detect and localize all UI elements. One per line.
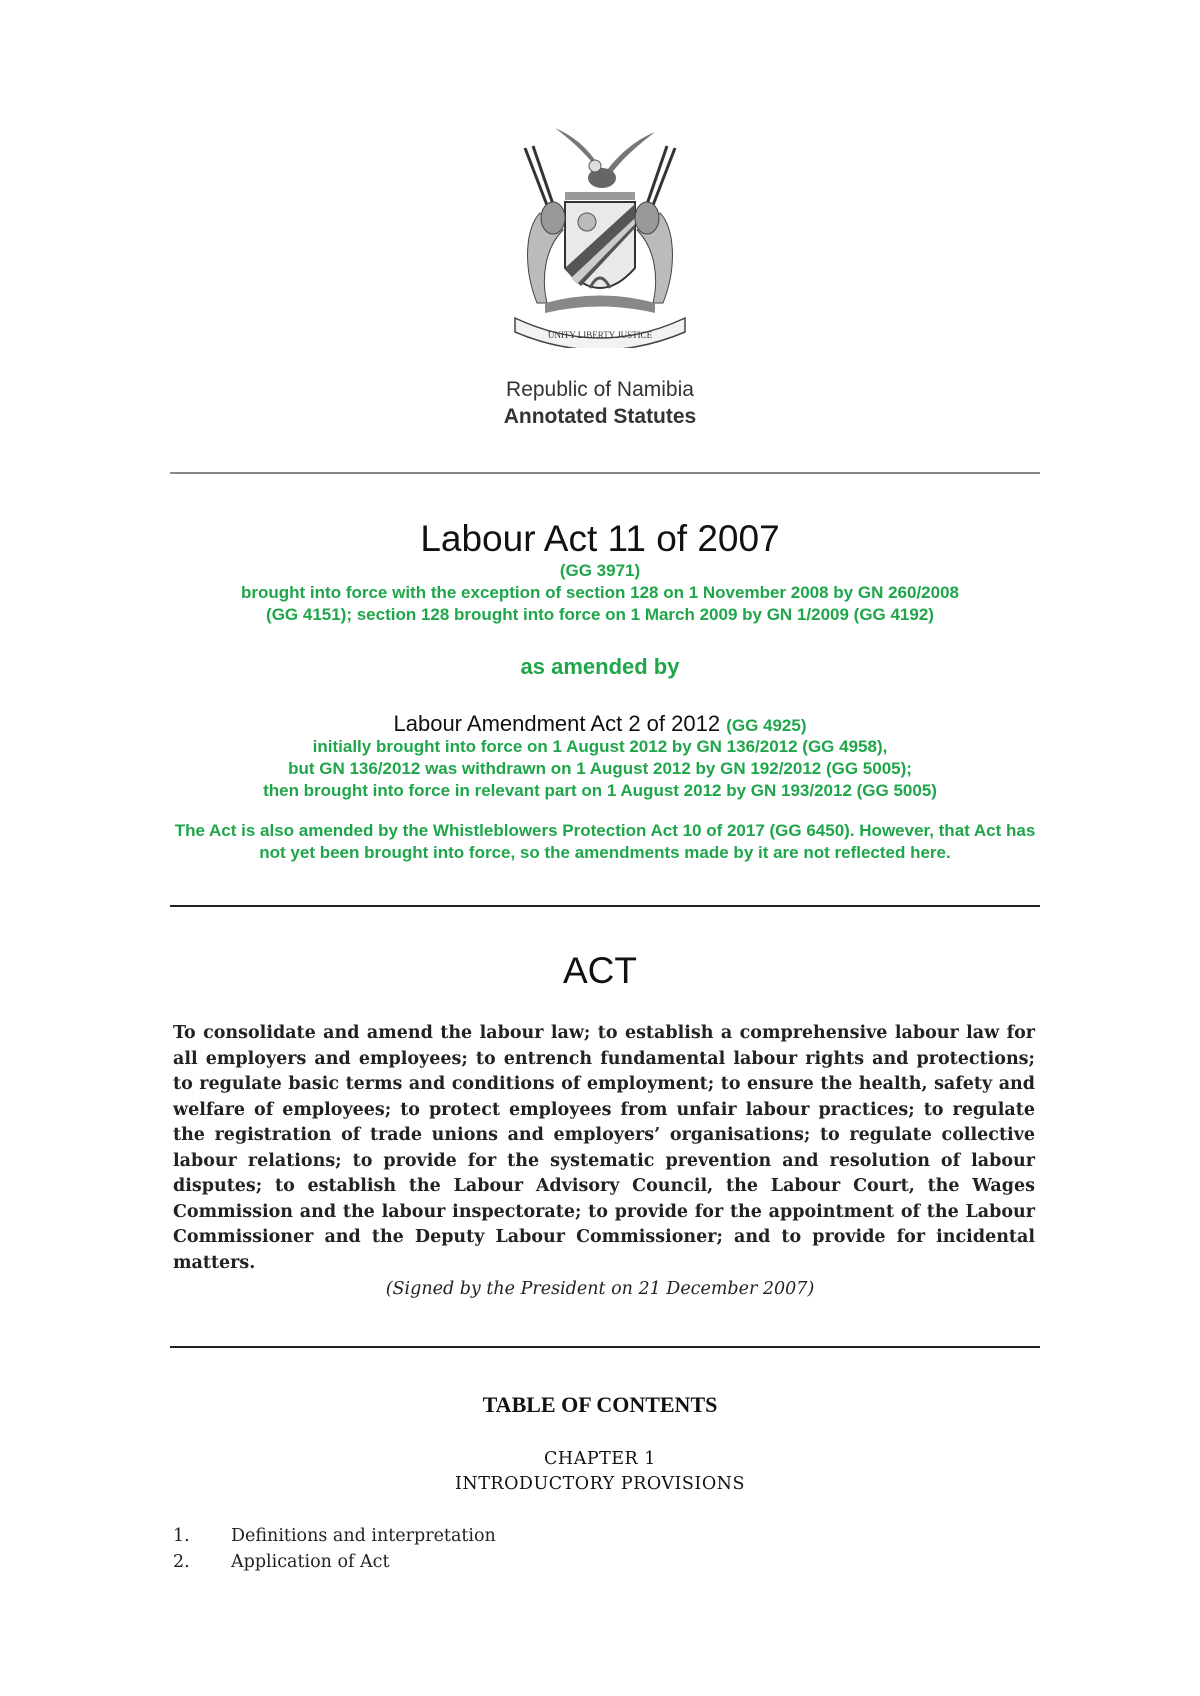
publisher-series: Annotated Statutes	[503, 405, 697, 428]
divider	[170, 1346, 1040, 1348]
divider	[170, 472, 1040, 474]
amendment-commencement-line: but GN 136/2012 was withdrawn on 1 August 2012 by GN 192/2012 (GG 5005);	[288, 759, 912, 778]
amended-by-label: as amended by	[520, 654, 680, 679]
divider	[170, 905, 1040, 907]
toc-item-number: 1.	[173, 1526, 190, 1546]
namibia-coat-of-arms-icon	[495, 118, 705, 348]
act-gazette: (GG 3971)	[559, 561, 641, 580]
svg-text:UNITY LIBERTY JUSTICE: UNITY LIBERTY JUSTICE	[547, 330, 653, 340]
signature-note: (Signed by the President on 21 December 2007)	[385, 1279, 815, 1299]
toc-title: TABLE OF CONTENTS	[482, 1392, 718, 1417]
toc-item-number: 2.	[173, 1552, 190, 1572]
amendment-commencement-line: then brought into force in relevant part on 1 August 2012 by GN 193/2012 (GG 5005)	[263, 781, 937, 800]
chapter-number: CHAPTER 1	[544, 1449, 656, 1469]
commencement-line: brought into force with the exception of section 128 on 1 November 2008 by GN 260/2008	[241, 583, 959, 602]
editorial-note: The Act is also amended by the Whistleblowers Protection Act 10 of 2017 (GG 6450). However, that Act has not yet been brought into force, so the amendments made by it are not reflected here.	[174, 821, 1036, 862]
toc-item-label: Definitions and interpretation	[231, 1526, 496, 1546]
amendment-commencement-line: initially brought into force on 1 August 2012 by GN 136/2012 (GG 4958),	[312, 737, 888, 756]
amendment-gazette: (GG 4925)	[726, 716, 807, 735]
amendment-act	[150, 711, 1050, 737]
toc-item-label: Application of Act	[231, 1552, 390, 1572]
long-title: To consolidate and amend the labour law; to establish a comprehensive labour law for all employers and employees; to entrench fundamental labour rights and protections; to regulate basic terms and conditions of employment; to ensure the health, safety and welfare of employees; to protect employees from unfair labour practices; to regulate the registration of trade unions and employers’ organisations; to regulate collective labour relations; to provide for the systematic prevention and resolution of labour disputes; to establish the Labour Advisory Council, the Labour Court, the Wages Commission and the labour inspectorate; to provide for the appointment of the Labour Commissioner and the Deputy Labour Commissioner; and to provide for incidental matters.	[173, 1023, 1035, 1273]
amendment-act-name: Labour Amendment Act 2 of 2012	[393, 711, 721, 736]
commencement-line: (GG 4151); section 128 brought into force on 1 March 2009 by GN 1/2009 (GG 4192)	[266, 605, 934, 624]
chapter-title: INTRODUCTORY PROVISIONS	[455, 1474, 745, 1494]
act-title: Labour Act 11 of 2007	[420, 518, 780, 559]
publisher-country: Republic of Namibia	[506, 378, 694, 401]
act-heading: ACT	[563, 950, 637, 991]
